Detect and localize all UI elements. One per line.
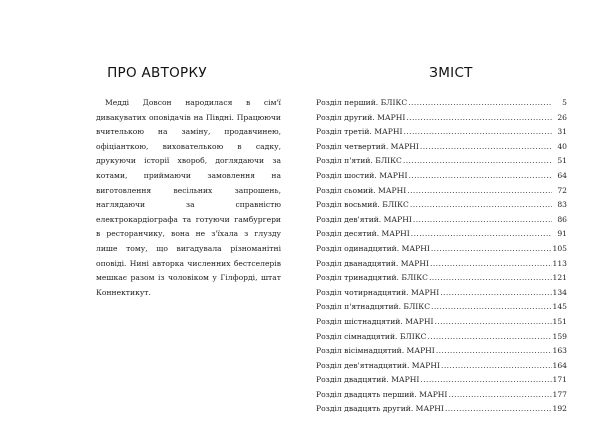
toc-dot-leader: [408, 96, 552, 111]
toc-entry[interactable]: [316, 388, 567, 403]
toc-entry[interactable]: [316, 315, 567, 330]
toc-entry-title: Розділ тринадцятий. БЛІКС: [316, 273, 428, 283]
toc-entry[interactable]: [316, 242, 567, 257]
toc-entry[interactable]: [316, 359, 567, 374]
toc-entry-title: Розділ десятий. МАРНІ: [316, 229, 410, 239]
toc-entry-title: Розділ другий. МАРНІ: [316, 112, 406, 122]
toc-dot-leader: [410, 198, 552, 213]
toc-entry-title: Розділ четвертий. МАРНІ: [316, 141, 419, 151]
toc-entry-page-number: 171: [552, 375, 567, 385]
toc-dot-leader: [420, 140, 552, 155]
toc-entry-title: Розділ вісімнадцятий. МАРНІ: [316, 346, 435, 356]
toc-entry-page-number: 177: [552, 389, 567, 399]
toc-entry-title: Розділ дванадцятий. МАРНІ: [316, 258, 429, 268]
toc-entry[interactable]: [316, 169, 567, 184]
toc-entry-page-number: 151: [552, 316, 567, 326]
toc-entry[interactable]: [316, 111, 567, 126]
toc-entry-title: Розділ дев'ятнадцятий. МАРНІ: [316, 360, 441, 370]
toc-entry-title: Розділ шістнадцятий. МАРНІ: [316, 316, 434, 326]
toc-dot-leader: [434, 315, 551, 330]
table-of-contents: [316, 96, 567, 417]
toc-entry-page-number: 86: [557, 214, 567, 224]
toc-entry-title: Розділ шостий. МАРНІ: [316, 170, 408, 180]
contents-heading: ЗМІСТ: [429, 65, 473, 81]
toc-entry-page-number: 159: [552, 331, 567, 341]
toc-dot-leader: [448, 388, 551, 403]
toc-entry-title: Розділ п'ятнадцятий. БЛІКС: [316, 302, 430, 312]
toc-entry-title: Розділ двадцять перший. МАРНІ: [316, 389, 448, 399]
toc-entry-title: Розділ сімнадцятий. БЛІКС: [316, 331, 427, 341]
toc-entry-page-number: 105: [552, 243, 567, 253]
toc-entry-title: Розділ п'ятий. БЛІКС: [316, 156, 402, 166]
toc-dot-leader: [430, 257, 552, 272]
right-page: [300, 0, 600, 431]
toc-entry-page-number: 31: [557, 127, 567, 137]
toc-dot-leader: [427, 330, 551, 345]
toc-entry-page-number: 164: [552, 360, 567, 370]
toc-entry-page-number: 26: [557, 112, 567, 122]
toc-entry[interactable]: [316, 300, 567, 315]
toc-entry[interactable]: [316, 286, 567, 301]
toc-dot-leader: [420, 373, 551, 388]
toc-dot-leader: [429, 271, 552, 286]
toc-entry-title: Розділ двадцять другий. МАРНІ: [316, 404, 444, 414]
toc-entry-page-number: 113: [552, 258, 567, 268]
toc-dot-leader: [445, 402, 552, 417]
toc-entry-title: Розділ перший. БЛІКС: [316, 98, 408, 107]
toc-entry-page-number: 64: [557, 170, 567, 180]
toc-entry[interactable]: [316, 257, 567, 272]
toc-entry-page-number: 83: [557, 200, 567, 210]
toc-entry[interactable]: [316, 271, 567, 286]
toc-dot-leader: [436, 344, 552, 359]
toc-dot-leader: [408, 169, 552, 184]
toc-entry-title: Розділ третій. МАРНІ: [316, 127, 403, 137]
toc-entry[interactable]: [316, 344, 567, 359]
toc-dot-leader: [411, 227, 552, 242]
toc-entry[interactable]: [316, 373, 567, 388]
toc-entry[interactable]: [316, 184, 567, 199]
toc-entry-title: Розділ восьмий. БЛІКС: [316, 200, 409, 210]
toc-entry[interactable]: [316, 125, 567, 140]
toc-dot-leader: [431, 300, 552, 315]
toc-entry[interactable]: [316, 402, 567, 417]
toc-entry[interactable]: [316, 227, 567, 242]
toc-entry[interactable]: [316, 213, 567, 228]
toc-entry[interactable]: [316, 154, 567, 169]
toc-dot-leader: [407, 184, 552, 199]
toc-entry-title: Розділ дев'ятий. МАРНІ: [316, 214, 412, 224]
toc-dot-leader: [413, 213, 552, 228]
toc-entry[interactable]: [316, 198, 567, 213]
toc-entry-title: Розділ двадцятий. МАРНІ: [316, 375, 420, 385]
toc-dot-leader: [440, 286, 551, 301]
toc-entry[interactable]: [316, 96, 567, 111]
toc-entry[interactable]: [316, 330, 567, 345]
toc-entry-page-number: 163: [552, 346, 567, 356]
toc-dot-leader: [441, 359, 551, 374]
toc-entry-page-number: 91: [557, 229, 567, 239]
toc-entry-title: Розділ одинадцятий. МАРНІ: [316, 243, 430, 253]
toc-dot-leader: [404, 125, 553, 140]
toc-entry-title: Розділ чотирнадцятий. МАРНІ: [316, 287, 440, 297]
toc-entry-page-number: 145: [552, 302, 567, 312]
toc-entry-page-number: 121: [552, 273, 567, 283]
toc-dot-leader: [431, 242, 552, 257]
toc-dot-leader: [406, 111, 552, 126]
about-author-heading: ПРО АВТОРКУ: [107, 65, 207, 81]
toc-entry-page-number: 51: [557, 156, 567, 166]
author-bio-text: Медді Довсон народилася в сім'ї дивакуватих оповідачів на Півдні. Працюючи вчителькою на заміну, продавчинею, офіціанткою, вихователькою в садку, друкуючи історії хвороб, доглядаючи за котами, приймаючи замовлення на виготовлення весільних запрошень, наглядаючи за справністю електрокардіографа та готуючи гамбургери в ресторанчику, вона не з'їхала з глузду лише тому, що вигадувала різноманітні оповіді. Нині авторка численних бестселерів мешкає разом із чоловіком у Гілфорді, штат Коннектикут.: [96, 98, 281, 297]
toc-dot-leader: [403, 154, 552, 169]
toc-entry-title: Розділ сьомий. МАРНІ: [316, 185, 407, 195]
toc-entry-page-number: 192: [552, 404, 567, 414]
toc-entry-page-number: 134: [552, 287, 567, 297]
toc-entry-page-number: 5: [562, 98, 567, 107]
toc-entry-page-number: 72: [557, 185, 567, 195]
toc-entry-page-number: 40: [557, 141, 567, 151]
toc-entry[interactable]: [316, 140, 567, 155]
